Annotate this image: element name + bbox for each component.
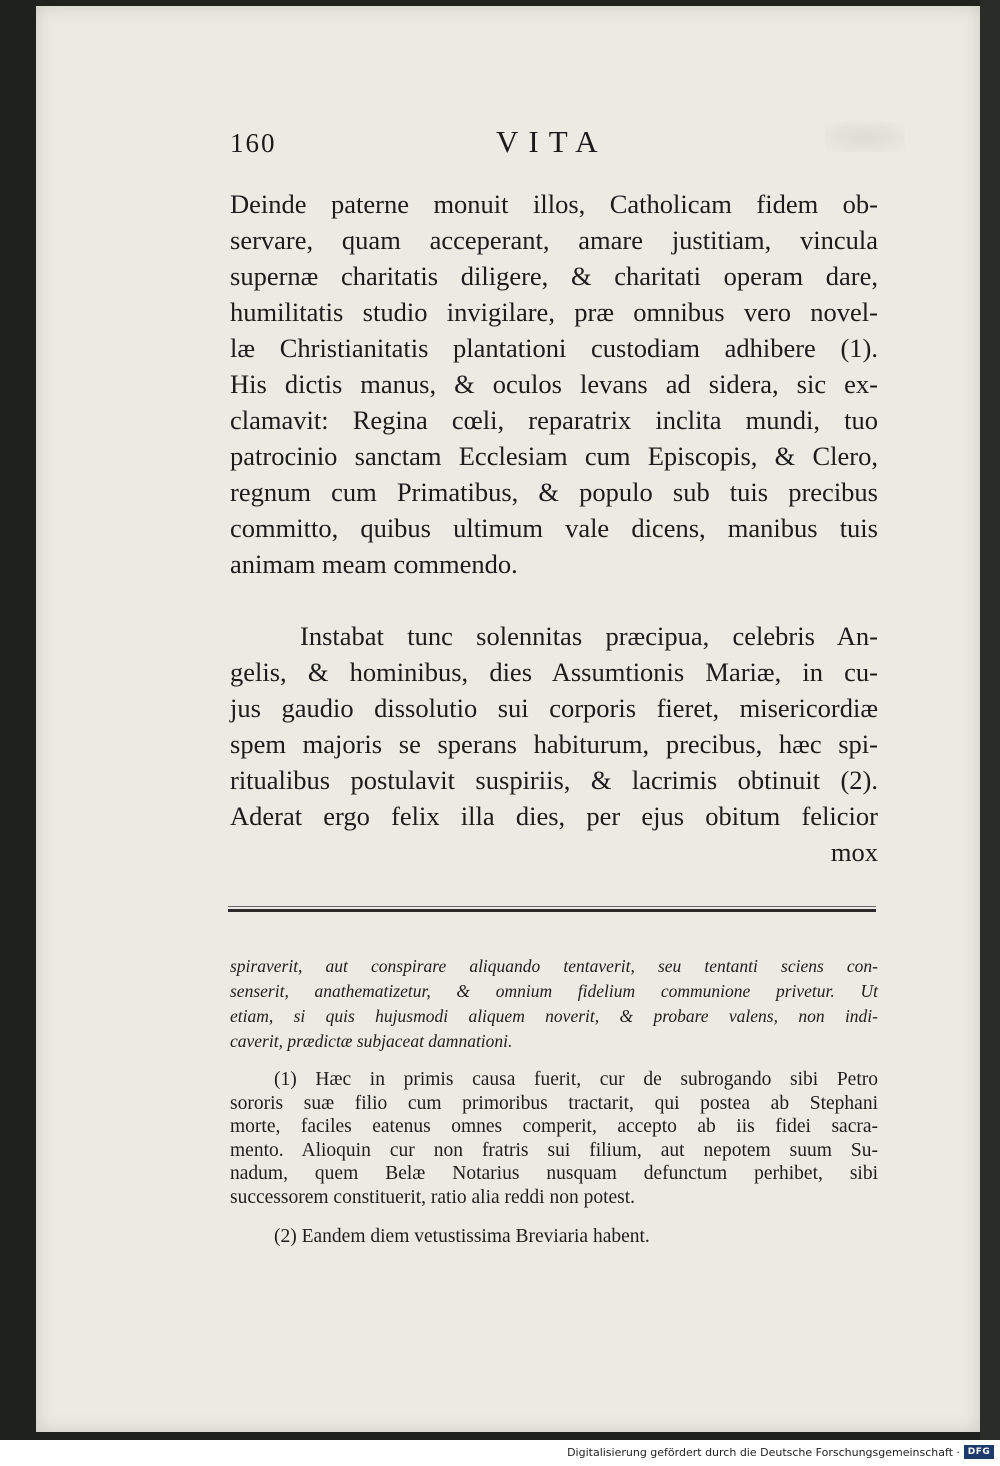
text-line: gelis, & hominibus, dies Assumtionis Mariæ, in cu- (230, 657, 878, 687)
text-line: patrocinio sanctam Ecclesiam cum Episcopis, & Clero, (230, 441, 878, 471)
text-line: spem majoris se sperans habiturum, precibus, hæc spi- (230, 729, 878, 759)
footnote-rule (228, 909, 876, 912)
footnote-line: spiraverit, aut conspirare aliquando tentaverit, seu tentanti sciens con- (230, 956, 878, 976)
footnote-line: morte, faciles eatenus omnes comperit, accepto ab iis fidei sacra- (230, 1116, 878, 1137)
digitization-footer (0, 1440, 1000, 1466)
running-title: VITA (496, 124, 608, 159)
note-gap (230, 1209, 878, 1225)
text-line: supernæ charitatis diligere, & charitati operam dare, (230, 261, 878, 291)
footer-credit: Digitalisierung gefördert durch die Deutsche Forschungsgemeinschaft · (567, 1446, 960, 1459)
text-line: ritualibus postulavit suspiriis, & lacrimis obtinuit (2). (230, 765, 878, 795)
footnote-line: mento. Alioquin cur non fratris sui filium, aut nepotem suum Su- (230, 1139, 878, 1161)
paragraph-gap (230, 582, 878, 618)
footnote-line: (2) Eandem diem vetustissima Breviaria habent. (274, 1226, 650, 1247)
text-line: regnum cum Primatibus, & populo sub tuis precibus (230, 477, 878, 507)
footnote-line: sororis suæ filio cum primoribus tractarit, qui postea ab Stephani (230, 1092, 878, 1114)
text-line: jus gaudio dissolutio sui corporis fieret, misericordiæ (230, 693, 878, 723)
text-line: humilitatis studio invigilare, præ omnibus vero novel- (230, 297, 878, 327)
running-header (230, 124, 880, 168)
text-line: His dictis manus, & oculos levans ad sidera, sic ex- (230, 369, 878, 399)
text-line: animam meam commendo. (230, 549, 518, 579)
footnote-line: caverit, prædictæ subjaceat damnationi. (230, 1031, 513, 1051)
footnote-line: (1) Hæc in primis causa fuerit, cur de subrogando sibi Petro (274, 1069, 878, 1090)
text-line: Deinde paterne monuit illos, Catholicam fidem ob- (230, 189, 878, 219)
dfg-logo-icon: DFG (964, 1445, 994, 1459)
footnote-line: etiam, si quis hujusmodi aliquem noverit, & probare valens, non indi- (230, 1006, 878, 1026)
footnotes (230, 954, 878, 1249)
page-edge (980, 0, 1000, 1440)
text-line: Instabat tunc solennitas præcipua, celebris An- (300, 621, 878, 651)
footnote-line: nadum, quem Belæ Notarius nusquam defunctum perhibet, sibi (230, 1163, 878, 1184)
text-line: committo, quibus ultimum vale dicens, manibus tuis (230, 513, 878, 543)
catchword: mox (830, 837, 878, 867)
footnote-line: senserit, anathematizetur, & omnium fidelium communione privetur. Ut (230, 981, 878, 1001)
footnote-line: successorem constituerit, ratio alia reddi non potest. (230, 1186, 636, 1208)
text-line: clamavit: Regina cœli, reparatrix inclita mundi, tuo (230, 405, 878, 435)
note-gap (230, 1054, 878, 1068)
text-line: Aderat ergo felix illa dies, per ejus obitum felicior (230, 801, 878, 831)
footnote-rule-thin (228, 906, 876, 907)
main-text (230, 186, 878, 870)
text-line: læ Christianitatis plantationi custodiam adhibere (1). (230, 333, 878, 363)
text-line: servare, quam acceperant, amare justitiam, vincula (230, 225, 878, 255)
page-number: 160 (230, 128, 277, 158)
